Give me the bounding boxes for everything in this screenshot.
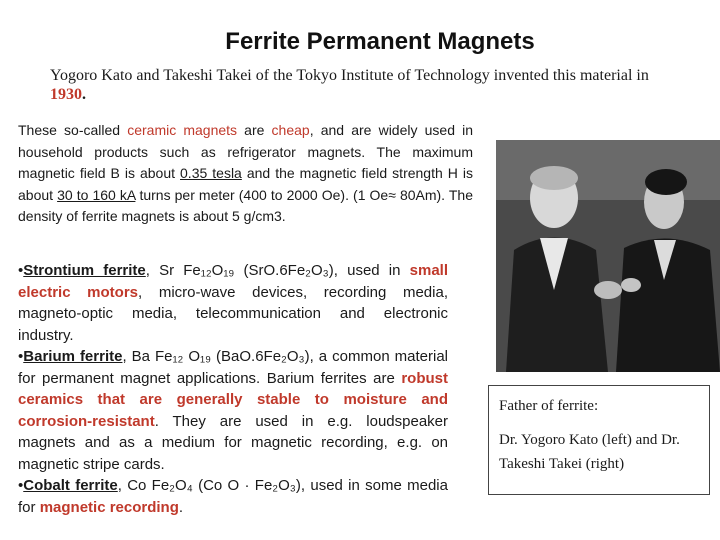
cobalt-highlight: magnetic recording — [39, 498, 179, 516]
strontium-formula: , Sr Fe₁₂O₁₉ (SrO.6Fe₂O₃), used in — [145, 262, 410, 279]
barium-highlight: robust ceramics that are generally stable to moisture and corrosion-resistant — [18, 369, 448, 430]
cobalt-name: Cobalt ferrite — [23, 477, 118, 494]
inventors-photo-graphic — [496, 140, 720, 372]
intro-end: . — [82, 86, 86, 103]
bullet-strontium: •Strontium ferrite, Sr Fe₁₂O₁₉ (SrO.6Fe₂O₃), used in small electric motors, micro-wave devices, recording media, magneto-optic media, telecommunication and electronic industry. — [18, 262, 448, 344]
ferrite-bullet-list — [18, 260, 448, 518]
intro-text — [50, 66, 650, 104]
para-text-5: turns per meter (400 to 2000 Oe). (1 Oe≈ 80Am). The density of ferrite magnets is about 5 g/cm3. — [18, 186, 473, 224]
strontium-name: Strontium ferrite — [23, 262, 146, 279]
tesla-value: 0.35 tesla — [180, 165, 242, 181]
strontium-rest: , micro-wave devices, recording media, magneto-optic media, telecommunication and electronic industry. — [18, 283, 448, 344]
cobalt-end: . — [178, 498, 184, 516]
intro-year: 1930 — [50, 86, 82, 103]
caption-line-2: Dr. Yogoro Kato (left) and Dr. Takeshi Takei (right) — [499, 432, 680, 472]
page-title: Ferrite Permanent Magnets — [225, 28, 535, 55]
photo-caption — [488, 385, 710, 495]
ceramic-magnets-highlight: ceramic magnets — [127, 122, 238, 138]
barium-formula: , Ba Fe₁₂ O₁₉ (BaO.6Fe₂O₃), a common material for permanent magnet applications. Barium ferrites are — [18, 348, 448, 387]
barium-rest: . They are used in e.g. loudspeaker magnets and as a medium for magnetic recording, e.g. on magnetic stripe cards. — [18, 412, 448, 473]
description-paragraph — [18, 120, 473, 228]
inventors-photo — [496, 140, 720, 372]
para-text-4: and the magnetic field strength H is about — [18, 165, 474, 203]
cobalt-formula: , Co Fe₂O₄ (Co O · Fe₂O₃), used in some media for — [18, 477, 448, 516]
strontium-use-highlight: small electric motors — [18, 262, 448, 301]
para-text-1: These so-called — [18, 122, 128, 138]
intro-sentence: Yogoro Kato and Takeshi Takei of the Tokyo Institute of Technology invented this material in — [50, 67, 649, 84]
ka-value: 30 to 160 kA — [57, 186, 136, 203]
bullet-barium: •Barium ferrite, Ba Fe₁₂ O₁₉ (BaO.6Fe₂O₃), a common material for permanent magnet applications. Barium ferrites are robust ceramics that are generally stable to moisture and corrosion-resistant. They are used in e.g. loudspeaker magnets and as a medium for magnetic recording, e.g. on magnetic stripe cards. — [18, 348, 448, 473]
para-text-2: are — [237, 122, 272, 138]
bullet-cobalt: •Cobalt ferrite, Co Fe₂O₄ (Co O · Fe₂O₃), used in some media for magnetic recording. — [18, 477, 448, 516]
cheap-highlight: cheap — [271, 122, 310, 138]
barium-name: Barium ferrite — [23, 348, 123, 365]
para-text-3: , and are widely used in household products such as refrigerator magnets. The maximum magnetic field B is about — [18, 122, 474, 181]
caption-line-1: Father of ferrite: — [499, 398, 599, 414]
